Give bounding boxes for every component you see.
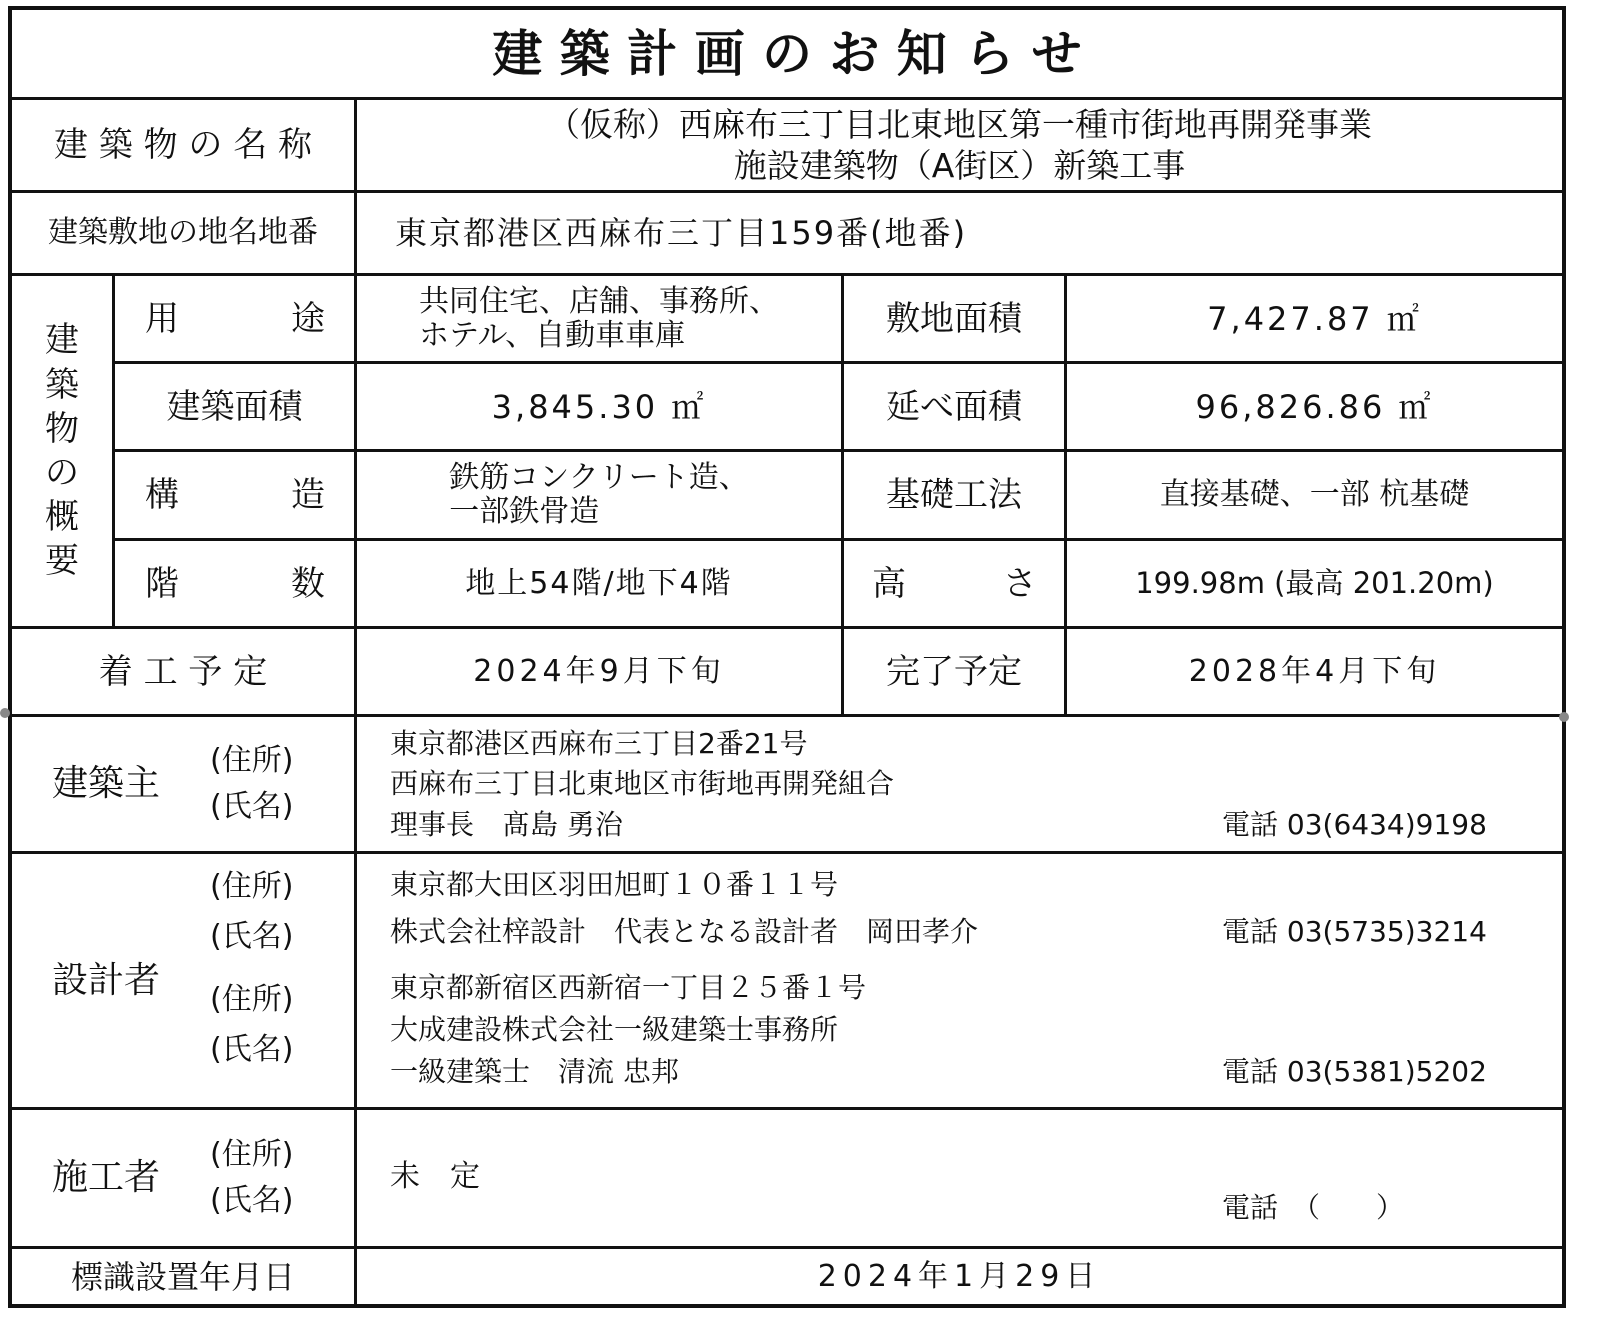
owner-organization: 西麻布三丁目北東地区市街地再開発組合 bbox=[390, 767, 895, 800]
building-area-label: 建築面積 bbox=[166, 386, 303, 427]
contractor-sub: (住所) (氏名) bbox=[210, 1137, 294, 1218]
site-area-label: 敷地面積 bbox=[886, 298, 1022, 339]
owner-person: 理事長 髙島 勇治 bbox=[390, 808, 623, 841]
floors-value: 地上54階/地下4階 bbox=[465, 565, 733, 601]
start-label: 着 工 予 定 bbox=[98, 651, 268, 692]
floor-area-label: 延べ面積 bbox=[886, 386, 1022, 427]
foundation-label: 基礎工法 bbox=[886, 475, 1022, 515]
structure-label: 構 造 bbox=[145, 475, 325, 515]
designer2-person: 一級建築士 清流 忠邦 bbox=[390, 1055, 679, 1088]
start-value: 2024年9月下旬 bbox=[473, 653, 725, 689]
floor-area-value: 96,826.86 ㎡ bbox=[1195, 387, 1434, 426]
designer-label: 設計者 bbox=[52, 959, 161, 1001]
designer2-phone: 電話 03(5381)5202 bbox=[1222, 1055, 1487, 1088]
frame-bottom bbox=[8, 1304, 1566, 1308]
designer1-address: 東京都大田区羽田旭町１０番１１号 bbox=[390, 868, 839, 901]
posted-label: 標識設置年月日 bbox=[70, 1257, 295, 1296]
height-value: 199.98m (最高 201.20m) bbox=[1135, 566, 1494, 600]
foundation-value: 直接基礎、一部 杭基礎 bbox=[1159, 477, 1470, 512]
owner-sub: (住所) (氏名) bbox=[210, 743, 294, 824]
contractor-label: 施工者 bbox=[52, 1157, 161, 1198]
contractor-phone: 電話 （ ） bbox=[1222, 1191, 1405, 1224]
designer-sub: (住所) bbox=[210, 982, 294, 1017]
height-label: 高 さ bbox=[872, 563, 1037, 604]
row-divider bbox=[8, 851, 1566, 854]
building-area-value: 3,845.30 ㎡ bbox=[491, 387, 707, 426]
bolt-icon bbox=[0, 708, 10, 718]
col-divider bbox=[112, 273, 115, 628]
floors-label: 階 数 bbox=[145, 563, 325, 604]
frame-right bbox=[1562, 6, 1566, 1308]
designer2-company: 大成建設株式会社一級建築士事務所 bbox=[390, 1013, 839, 1046]
owner-label: 建築主 bbox=[52, 763, 161, 804]
use-label: 用 途 bbox=[145, 298, 325, 339]
site-value: 東京都港区西麻布三丁目159番(地番) bbox=[395, 214, 968, 252]
name-line1: （仮称）西麻布三丁目北東地区第一種市街地再開発事業 bbox=[547, 105, 1372, 144]
end-label: 完了予定 bbox=[886, 651, 1022, 692]
name-value bbox=[357, 100, 1562, 190]
designer-sub: (住所) bbox=[210, 869, 294, 904]
name-line2: 施設建築物（A街区）新築工事 bbox=[733, 146, 1186, 185]
owner-phone: 電話 03(6434)9198 bbox=[1222, 808, 1487, 841]
site-label: 建築敷地の地名地番 bbox=[48, 215, 318, 250]
site-area-value: 7,427.87 ㎡ bbox=[1207, 299, 1422, 338]
contractor-value: 未 定 bbox=[390, 1159, 480, 1194]
designer1-phone: 電話 03(5735)3214 bbox=[1222, 915, 1487, 948]
designer-sub: (氏名) bbox=[210, 919, 294, 954]
designer1-company: 株式会社梓設計 代表となる設計者 岡田孝介 bbox=[390, 915, 979, 948]
overview-label: 建 築 物 の 概 要 bbox=[45, 320, 79, 582]
posted-value: 2024年1月29日 bbox=[817, 1258, 1102, 1294]
end-value: 2028年4月下旬 bbox=[1188, 653, 1441, 689]
owner-address: 東京都港区西麻布三丁目2番21号 bbox=[390, 727, 808, 760]
page-title: 建 築 計 画 の お 知 ら せ bbox=[492, 24, 1082, 83]
structure-value: 鉄筋コンクリート造、 一部鉄骨造 bbox=[449, 460, 749, 529]
designer2-address: 東京都新宿区西新宿一丁目２５番１号 bbox=[390, 971, 867, 1004]
use-value: 共同住宅、店舗、事務所、 ホテル、自動車車庫 bbox=[419, 283, 779, 353]
name-label: 建 築 物 の 名 称 bbox=[53, 125, 313, 165]
designer-sub: (氏名) bbox=[210, 1032, 294, 1067]
